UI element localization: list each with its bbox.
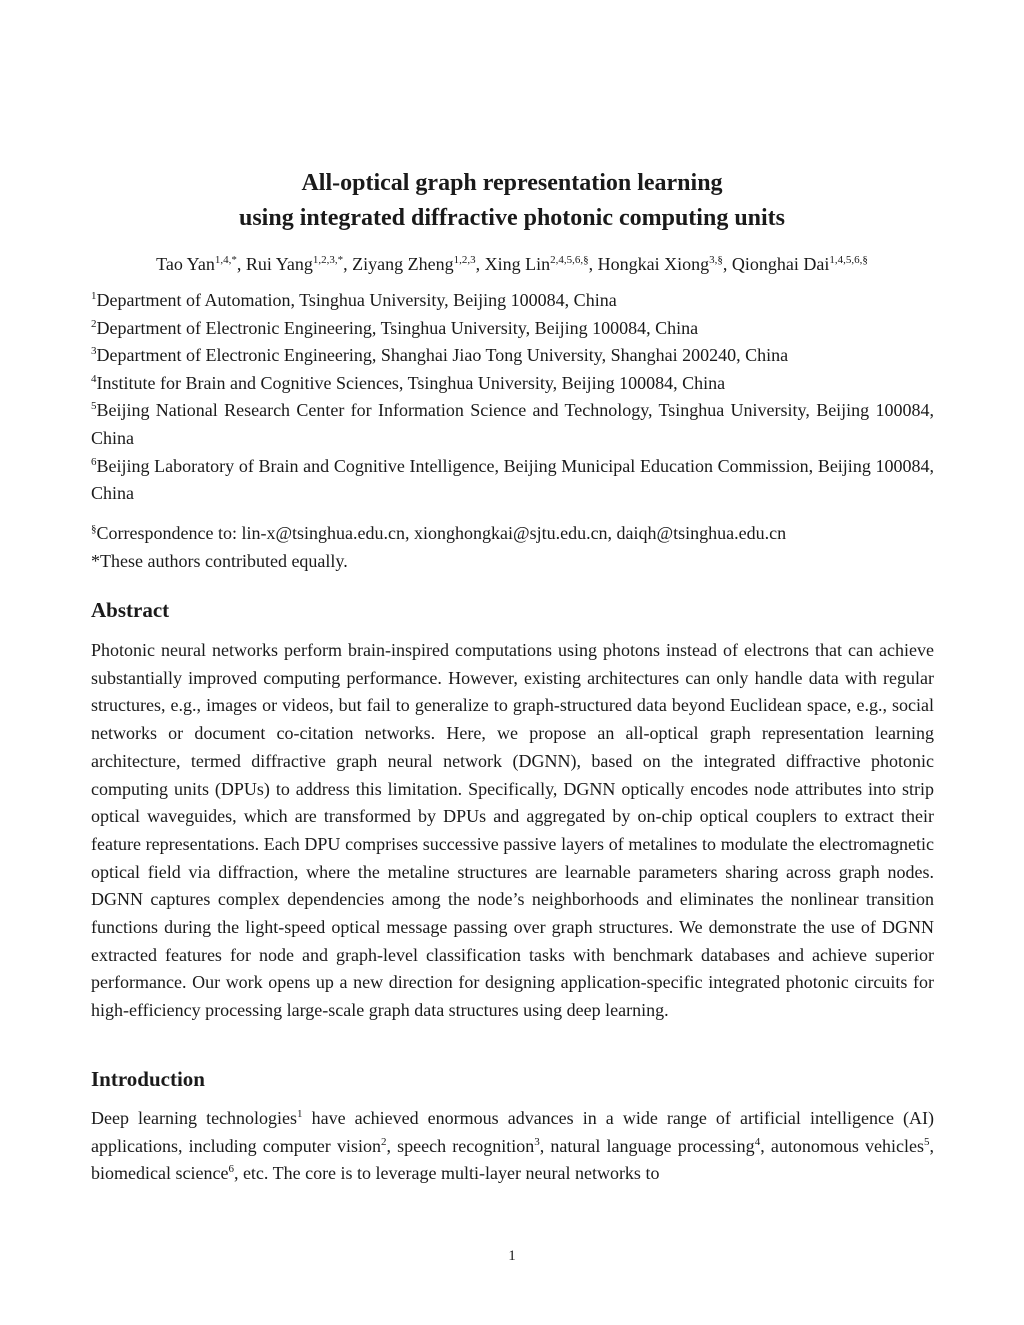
affiliation-text: Department of Electronic Engineering, Shanghai Jiao Tong University, Shanghai 200240, China (96, 345, 789, 366)
affiliation-number: 3 (91, 345, 97, 358)
affiliation-text: Department of Electronic Engineering, Tsinghua University, Beijing 100084, China (96, 317, 699, 338)
affiliation-text: Institute for Brain and Cognitive Sciences, Tsinghua University, Beijing 100084, China (96, 372, 726, 393)
author-name: Ziyang Zheng (352, 254, 454, 274)
citation-ref: 3 (534, 1135, 540, 1148)
author-affiliation-marks: 2,4,5,6,§ (550, 253, 589, 266)
affiliation-number: 1 (91, 289, 97, 302)
affiliation-item (91, 287, 934, 315)
intro-text-segment: , natural language processing (539, 1135, 755, 1156)
author-affiliation-marks: 1,4,* (214, 253, 237, 266)
author-name: Hongkai Xiong (597, 254, 710, 274)
affiliation-text: Department of Automation, Tsinghua University, Beijing 100084, China (96, 290, 617, 310)
affiliation-item (91, 397, 934, 452)
affiliation-number: 5 (91, 400, 97, 413)
citation-ref: 5 (924, 1135, 930, 1148)
affiliation-number: 4 (91, 372, 97, 385)
author-name: Tao Yan (156, 254, 215, 274)
author-list: Tao Yan$^{1,4,*}$, Rui Yang$^{1,2,3,*}$, Ziyang Zheng$^{1,2,3}$, Xing Lin$^{2,4,5,6,\S}$, Hongkai Xiong$^{3,\S}$, Qionghai Dai$^{1,4,5,6,\S}$ (156, 253, 868, 274)
correspondence-line (91, 519, 934, 547)
citation-ref: 6 (228, 1163, 234, 1176)
affiliation-item (91, 370, 934, 398)
affiliation-text: Beijing National Research Center for Information Science and Technology, Tsinghua University, Beijing 100084, China (91, 400, 934, 448)
introduction-text (91, 1105, 934, 1188)
author-affiliation-marks: 1,2,3,* (312, 253, 344, 266)
affiliation-text: Beijing Laboratory of Brain and Cognitive Intelligence, Beijing Municipal Education Commission, Beijing 100084, China (91, 455, 934, 504)
citation-ref: 4 (754, 1135, 761, 1148)
intro-text-segment: , biomedical science (91, 1135, 934, 1184)
correspondence-block (91, 519, 934, 575)
intro-text-segment: , etc. The core is to leverage multi-layer neural networks to (233, 1163, 660, 1184)
affiliation-item (91, 342, 934, 370)
title-line-1: All-optical graph representation learning (301, 170, 723, 196)
title-line-2: using integrated diffractive photonic computing units (238, 205, 786, 231)
correspondence-emails: Correspondence to: lin-x@tsinghua.edu.cn, xionghongkai@sjtu.edu.cn, daiqh@tsinghua.edu.cn (96, 523, 787, 543)
author-name: Rui Yang (245, 254, 313, 274)
introduction-heading: Introduction (91, 1067, 205, 1091)
intro-text-segment: , speech recognition (386, 1135, 535, 1156)
abstract-heading: Abstract (91, 598, 170, 622)
affiliation-item (91, 315, 934, 343)
paper-title (0, 166, 1024, 236)
affiliation-number: 2 (91, 317, 97, 330)
affiliation-item (91, 453, 934, 508)
intro-text-segment: Deep learning technologies (91, 1108, 298, 1128)
abstract-text: Photonic neural networks perform brain-inspired computations using photons instead of electrons that can achieve substantially improved computing performance. However, existing architectures can only handle data with regular structures, e.g., images or videos, but fail to generalize to graph-structured data beyond Euclidean space, e.g., social networks or document co-citation networks. Here, we propose an all-optical graph representation learning architecture, termed diffractive graph neural network (DGNN), based on the integrated diffractive photonic computing units (DPUs) to address this limitation. Specifically, DGNN optically encodes node attributes into strip optical waveguides, which are transformed by DPUs and aggregated by on-chip optical couplers to extract their feature representations. Each DPU comprises successive passive layers of metalines to modulate the electromagnetic optical field via diffraction, where the metaline structures are learnable parameters sharing across graph nodes. DGNN captures complex dependencies among the node’s neighborhoods and eliminates the nonlinear transition functions during the light-speed optical message passing over graph structures. We demonstrate the use of DGNN extracted features for node and graph-level classification tasks with benchmark databases and achieve superior performance. Our work opens up a new direction for designing application-specific integrated photonic circuits for high-efficiency processing large-scale graph data structures using deep learning. (91, 640, 934, 1021)
affiliation-number: 6 (91, 455, 97, 468)
author-name: Xing Lin (484, 254, 551, 274)
intro-text-segment: , autonomous vehicles (760, 1135, 924, 1156)
affiliation-list (91, 287, 934, 508)
author-name: Qionghai Dai (731, 254, 830, 274)
author-affiliation-marks: 3,§ (709, 253, 723, 266)
equal-contribution-note: *These authors contributed equally. (91, 551, 348, 571)
author-affiliation-marks: 1,2,3 (453, 253, 476, 266)
citation-ref: 1 (297, 1107, 303, 1120)
correspondence-mark: § (91, 522, 97, 535)
page-number: 1 (508, 1248, 516, 1264)
intro-text-segment: have achieved enormous advances in a wide range of artificial intelligence (AI) applications, including computer vision (91, 1108, 934, 1156)
author-affiliation-marks: 1,4,5,6,§ (829, 253, 868, 266)
citation-ref: 2 (380, 1135, 387, 1148)
